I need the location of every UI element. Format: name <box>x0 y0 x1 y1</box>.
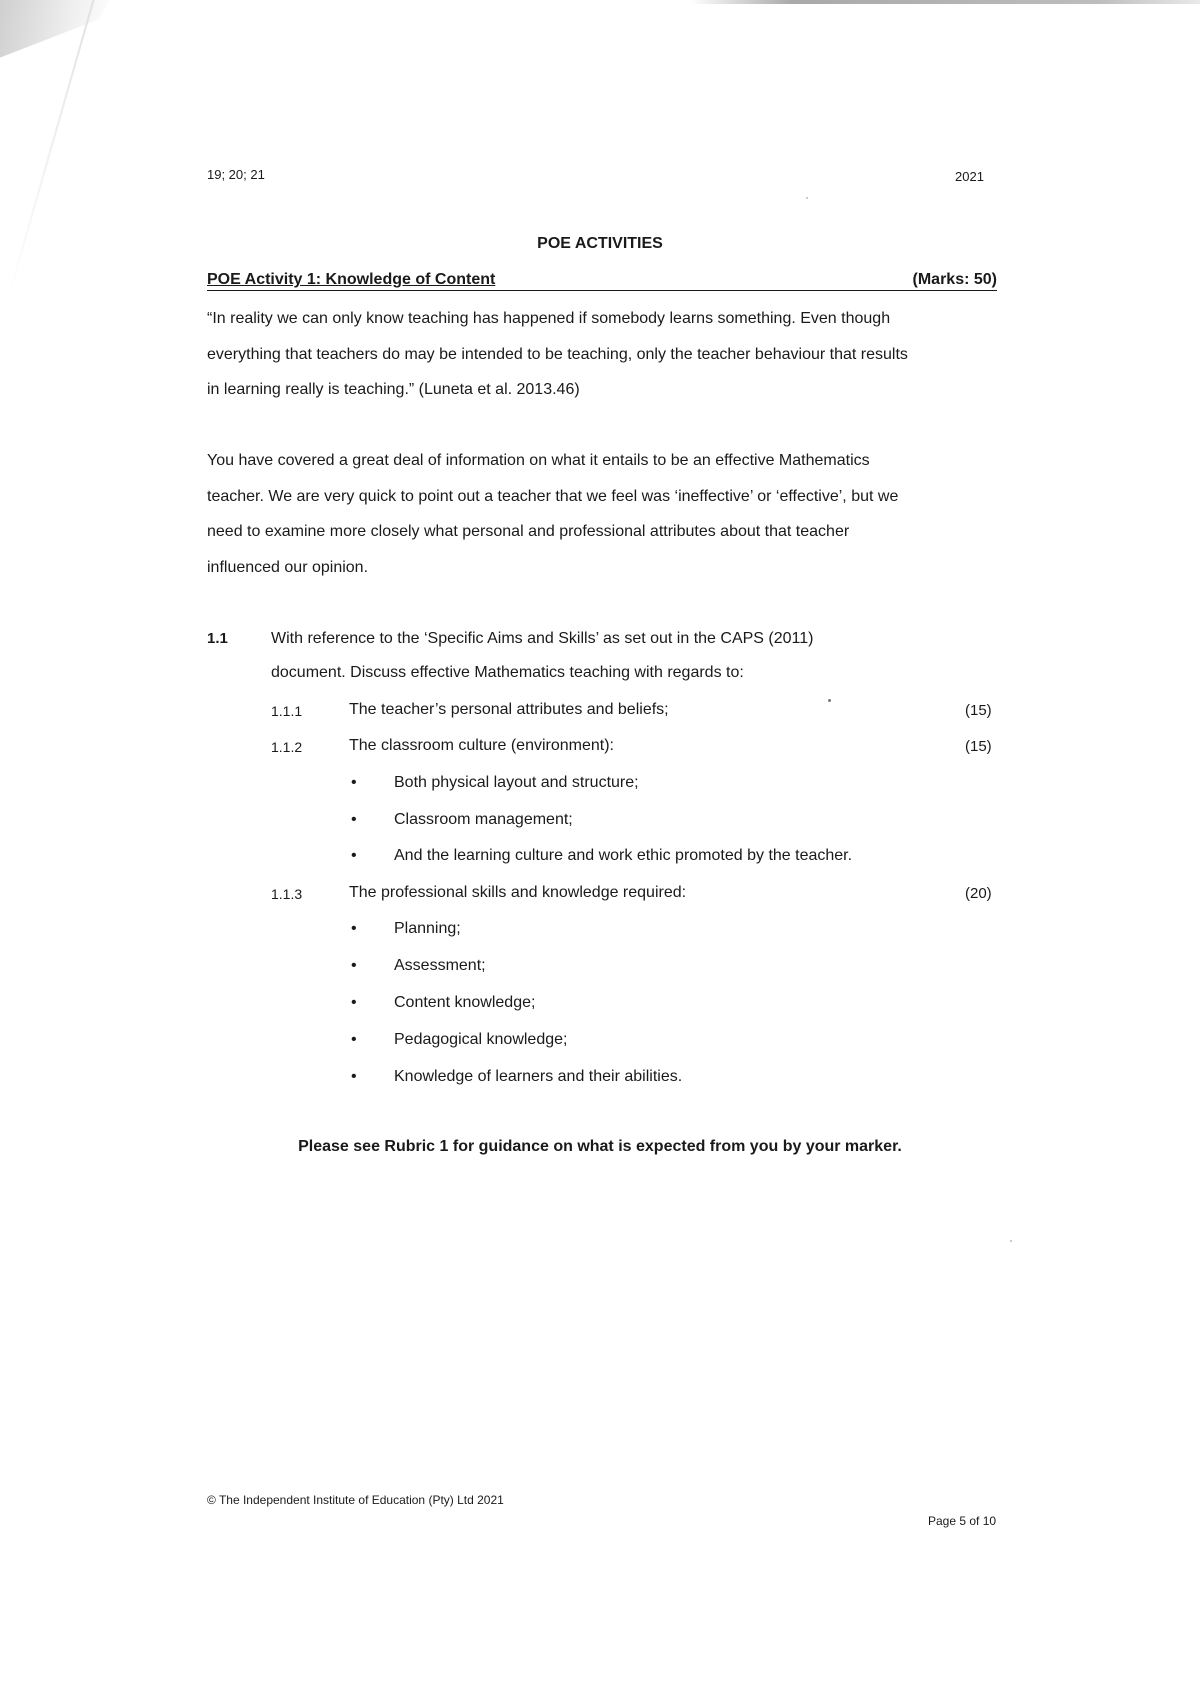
bullet-icon: • <box>351 957 357 974</box>
quote-line: in learning really is teaching.” (Luneta et al. 2013.46) <box>207 381 580 398</box>
intro-line: You have covered a great deal of information on what it entails to be an effective Mathematics <box>207 452 870 469</box>
scan-speck <box>1010 1240 1012 1242</box>
section-title: POE ACTIVITIES <box>537 235 663 252</box>
scan-speck <box>806 197 808 199</box>
bullet-item: And the learning culture and work ethic promoted by the teacher. <box>394 847 853 864</box>
question-line: With reference to the ‘Specific Aims and Skills’ as set out in the CAPS (2011) <box>271 630 814 647</box>
quote-line: “In reality we can only know teaching has happened if somebody learns something. Even though <box>207 310 891 327</box>
bullet-icon: • <box>351 994 357 1011</box>
rubric-note: Please see Rubric 1 for guidance on what is expected from you by your marker. <box>298 1138 902 1155</box>
subquestion-number: 1.1.1 <box>271 703 303 719</box>
bullet-item: Content knowledge; <box>394 994 536 1011</box>
scan-shadow-top <box>690 0 1200 4</box>
bullet-item: Planning; <box>394 920 461 937</box>
bullet-item: Both physical layout and structure; <box>394 774 639 791</box>
bullet-icon: • <box>351 847 357 864</box>
subquestion-text: The professional skills and knowledge required: <box>349 884 687 901</box>
header-left: 19; 20; 21 <box>207 167 265 182</box>
subquestion-marks: (20) <box>965 885 992 902</box>
quote-paragraph <box>207 301 1007 408</box>
activity-marks: (Marks: 50) <box>912 271 997 288</box>
subquestion-number: 1.1.3 <box>271 886 303 902</box>
question-number: 1.1 <box>207 630 228 647</box>
bullet-item: Classroom management; <box>394 811 573 828</box>
bullet-icon: • <box>351 1068 357 1085</box>
subquestion-marks: (15) <box>965 738 992 755</box>
bullet-item: Pedagogical knowledge; <box>394 1031 568 1048</box>
bullet-icon: • <box>351 774 357 791</box>
subquestion-text: The classroom culture (environment): <box>349 737 614 754</box>
header-right: 2021 <box>955 169 984 184</box>
scan-speck <box>828 699 831 702</box>
bullet-icon: • <box>351 920 357 937</box>
question-line: document. Discuss effective Mathematics teaching with regards to: <box>271 664 744 681</box>
subquestion-marks: (15) <box>965 702 992 719</box>
intro-paragraph <box>207 443 1007 585</box>
quote-line: everything that teachers do may be intended to be teaching, only the teacher behaviour that results <box>207 345 908 363</box>
question-text <box>271 622 991 690</box>
bullet-item: Assessment; <box>394 957 486 974</box>
bullet-icon: • <box>351 811 357 828</box>
scan-shadow-corner <box>0 0 110 320</box>
activity-title: POE Activity 1: Knowledge of Content <box>207 271 496 288</box>
intro-line: teacher. We are very quick to point out a teacher that we feel was ‘ineffective’ or ‘effective’, but we <box>207 487 899 505</box>
footer-page-number: Page 5 of 10 <box>928 1514 997 1528</box>
bullet-item: Knowledge of learners and their abilities. <box>394 1068 683 1085</box>
bullet-icon: • <box>351 1031 357 1048</box>
footer-copyright: © The Independent Institute of Education (Pty) Ltd 2021 <box>207 1493 504 1507</box>
subquestion-number: 1.1.2 <box>271 739 303 755</box>
intro-line: influenced our opinion. <box>207 558 369 576</box>
intro-line: need to examine more closely what personal and professional attributes about that teacher <box>207 523 850 540</box>
subquestion-text: The teacher’s personal attributes and beliefs; <box>349 701 669 718</box>
activity-heading <box>207 268 997 291</box>
